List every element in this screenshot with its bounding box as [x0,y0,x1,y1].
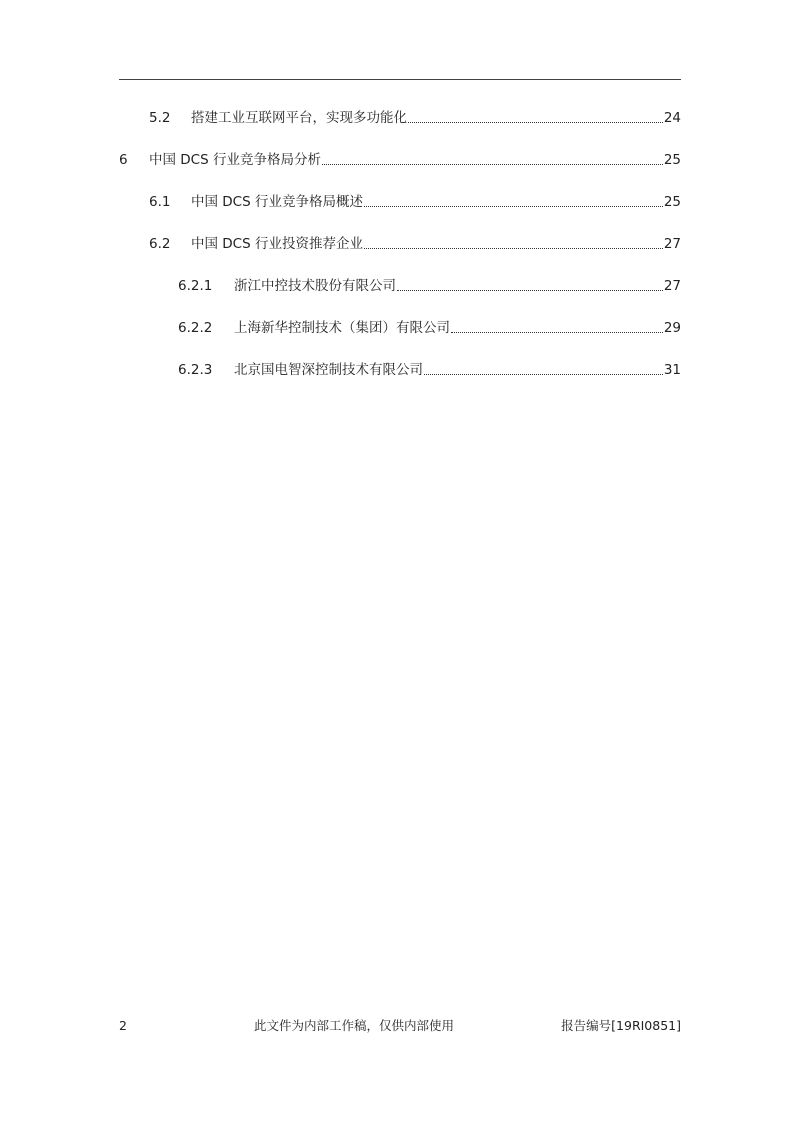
toc-leader-dots [397,290,663,291]
toc-entry[interactable] [149,192,681,212]
toc-entry[interactable] [119,150,681,170]
toc-entry-page: 29 [663,320,681,336]
toc-entry-number: 6.2.1 [178,278,213,294]
toc-entry-title: 上海新华控制技术（集团）有限公司 [234,320,450,336]
footer-report-id: 报告编号[19RI0851] [561,1018,681,1033]
toc-entry-number: 6.1 [149,194,171,210]
toc-entry[interactable] [149,108,681,128]
toc-entry[interactable] [178,276,681,296]
toc-entry-title: 浙江中控技术股份有限公司 [234,278,396,294]
toc-leader-dots [451,332,663,333]
toc-entry-title: 中国 DCS 行业投资推荐企业 [191,236,363,252]
footer-confidential-note: 此文件为内部工作稿，仅供内部使用 [254,1018,455,1033]
toc-entry-title: 中国 DCS 行业竞争格局概述 [191,194,363,210]
toc-entry-title: 中国 DCS 行业竞争格局分析 [149,152,321,168]
toc-entry[interactable] [178,318,681,338]
toc-entry-page: 25 [663,194,681,210]
toc-entry-number: 6.2.3 [178,362,213,378]
toc-entry[interactable] [149,234,681,254]
toc-entry-page: 25 [663,152,681,168]
toc-entry[interactable] [178,360,681,380]
toc-entry-page: 27 [663,278,681,294]
toc-leader-dots [322,164,663,165]
toc-entry-number: 6 [119,152,128,168]
toc-leader-dots [424,374,663,375]
page-footer [119,1016,681,1036]
toc-leader-dots [408,122,663,123]
toc-entry-title: 北京国电智深控制技术有限公司 [234,362,423,378]
toc-leader-dots [364,248,663,249]
toc-leader-dots [364,206,663,207]
footer-page-number: 2 [119,1018,127,1033]
toc-entry-page: 24 [663,110,681,126]
toc-entry-page: 27 [663,236,681,252]
header-rule [119,79,681,80]
toc-entry-number: 6.2 [149,236,171,252]
toc-entry-page: 31 [663,362,681,378]
toc-entry-number: 6.2.2 [178,320,213,336]
toc-entry-number: 5.2 [149,110,171,126]
toc-entry-title: 搭建工业互联网平台，实现多功能化 [191,110,407,126]
